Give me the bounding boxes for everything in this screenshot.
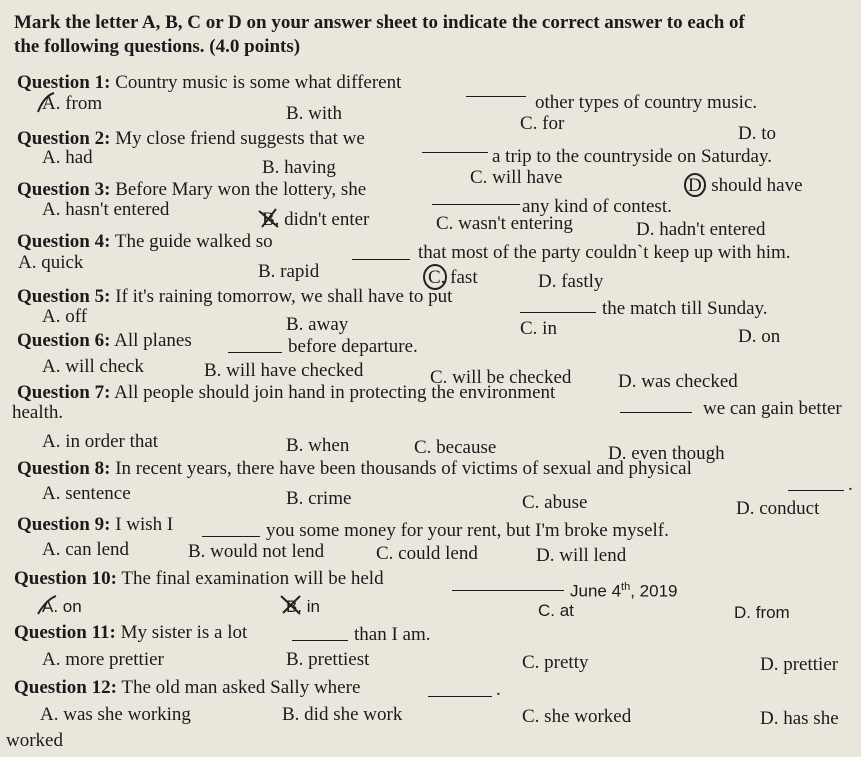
question-12-stem — [14, 677, 360, 699]
question-4-option-b[interactable]: B. rapid — [258, 261, 320, 282]
question-4-label: Question 4: — [17, 231, 111, 252]
question-3-option-d[interactable]: D. hadn't entered — [636, 219, 766, 240]
instructions-line-1: Mark the letter A, B, C or D on your answer sheet to indicate the correct answer to each of — [14, 12, 745, 33]
question-5-text-a: If it's raining tomorrow, we shall have to put — [115, 286, 453, 307]
question-6-blank — [228, 336, 282, 359]
question-10-option-a[interactable]: A. on — [42, 597, 82, 616]
question-12-option-d[interactable]: D. has she — [760, 708, 839, 729]
question-11-label: Question 11: — [14, 622, 116, 643]
question-6-option-b[interactable]: B. will have checked — [204, 360, 364, 381]
question-6-label: Question 6: — [17, 330, 111, 351]
question-2-option-c[interactable]: C. will have — [470, 167, 563, 188]
question-11-option-a[interactable]: A. more prettier — [42, 649, 164, 670]
question-8-text-b: . — [848, 474, 853, 495]
question-8-option-a[interactable]: A. sentence — [42, 483, 131, 504]
question-9-option-b[interactable]: B. would not lend — [188, 541, 325, 562]
question-4-option-c[interactable]: C. fast — [428, 267, 478, 288]
question-10-stem — [14, 568, 384, 590]
question-3-option-b[interactable]: B. didn't enter — [262, 209, 370, 230]
question-2-blank — [422, 136, 488, 159]
question-6-text-b: before departure. — [288, 336, 418, 357]
question-10-date-sup: th — [621, 581, 631, 593]
question-4-option-a[interactable]: A. quick — [18, 252, 84, 273]
question-5-blank — [520, 296, 596, 319]
question-6-text-a: All planes — [114, 330, 192, 351]
question-7-label: Question 7: — [17, 382, 111, 403]
question-7-text-a: All people should join hand in protecting the environment — [114, 382, 556, 403]
question-8-option-d[interactable]: D. conduct — [736, 498, 820, 519]
question-7-option-c[interactable]: C. because — [414, 437, 497, 458]
question-9-option-d[interactable]: D. will lend — [536, 545, 627, 566]
question-9-option-a[interactable]: A. can lend — [42, 539, 130, 560]
question-10-text-b — [570, 576, 678, 603]
question-10-option-d[interactable]: D. from — [734, 603, 790, 622]
question-10-date-year: , 2019 — [630, 581, 678, 601]
question-5-option-a[interactable]: A. off — [42, 306, 88, 327]
question-4-text-a: The guide walked so — [114, 231, 273, 252]
question-12-option-a[interactable]: A. was she working — [40, 704, 191, 725]
question-9-blank — [202, 520, 260, 543]
question-5-stem — [17, 286, 452, 308]
question-5-option-b[interactable]: B. away — [286, 314, 349, 335]
question-12-blank — [428, 680, 492, 703]
question-8-stem — [17, 458, 692, 480]
question-10-text-a: The final examination will be held — [121, 568, 384, 589]
question-4-blank — [352, 243, 410, 266]
question-4-text-b: that most of the party couldn`t keep up with him. — [418, 242, 791, 263]
question-8-option-c[interactable]: C. abuse — [522, 492, 588, 513]
question-6-stem — [17, 330, 192, 352]
question-6-option-d[interactable]: D. was checked — [618, 371, 738, 392]
question-2-option-d[interactable]: D. should have — [688, 175, 803, 196]
question-5-option-d[interactable]: D. on — [738, 326, 781, 347]
question-5-label: Question 5: — [17, 286, 111, 307]
question-7-option-b[interactable]: B. when — [286, 435, 350, 456]
question-11-option-d[interactable]: D. prettier — [760, 654, 839, 675]
question-2-text-b: a trip to the countryside on Saturday. — [492, 146, 773, 167]
question-10-option-c[interactable]: C. at — [538, 601, 574, 620]
question-11-text-a: My sister is a lot — [120, 622, 248, 643]
question-9-text-a: I wish I — [115, 514, 174, 535]
question-4-stem — [17, 231, 273, 253]
question-3-option-a[interactable]: A. hasn't entered — [42, 199, 170, 220]
question-12-text-b: . — [496, 679, 501, 700]
question-12-label: Question 12: — [14, 677, 117, 698]
question-1-option-c[interactable]: C. for — [520, 113, 565, 134]
question-3-blank — [432, 188, 520, 211]
question-2-label: Question 2: — [17, 128, 111, 149]
question-11-text-b: than I am. — [354, 624, 431, 645]
question-7-text-b: we can gain better — [703, 398, 842, 419]
question-7-stem — [17, 382, 555, 404]
question-3-text-a: Before Mary won the lottery, she — [115, 179, 367, 200]
question-6-option-c[interactable]: C. will be checked — [430, 367, 572, 388]
question-1-option-b[interactable]: B. with — [286, 103, 342, 124]
question-7-option-a[interactable]: A. in order that — [42, 431, 159, 452]
question-9-label: Question 9: — [17, 514, 111, 535]
question-7-blank — [620, 396, 692, 419]
question-5-option-c[interactable]: C. in — [520, 318, 557, 339]
question-8-text-a: In recent years, there have been thousands of victims of sexual and physical — [115, 458, 692, 479]
question-12-option-b[interactable]: B. did she work — [282, 704, 403, 725]
question-1-option-a[interactable]: A. from — [42, 93, 103, 114]
instructions-line-2: the following questions. (4.0 points) — [14, 36, 301, 57]
question-2-option-a[interactable]: A. had — [42, 147, 93, 168]
question-1-text-b: other types of country music. — [535, 92, 758, 113]
question-11-option-b[interactable]: B. prettiest — [286, 649, 370, 670]
question-1-option-d[interactable]: D. to — [738, 123, 776, 144]
question-3-label: Question 3: — [17, 179, 111, 200]
question-4-option-d[interactable]: D. fastly — [538, 271, 604, 292]
question-8-option-b[interactable]: B. crime — [286, 488, 352, 509]
question-3-option-c[interactable]: C. wasn't entering — [436, 213, 573, 234]
question-10-date-month: June 4 — [570, 581, 622, 601]
question-2-text-a: My close friend suggests that we — [115, 128, 365, 149]
question-5-text-b: the match till Sunday. — [602, 298, 768, 319]
question-8-blank — [788, 474, 844, 497]
question-11-blank — [292, 624, 348, 647]
question-9-text-b: you some money for your rent, but I'm broke myself. — [266, 520, 669, 541]
question-6-option-a[interactable]: A. will check — [42, 356, 144, 377]
question-3-text-b: any kind of contest. — [522, 196, 672, 217]
question-12-option-c[interactable]: C. she worked — [522, 706, 632, 727]
question-1-text-a: Country music is some what different — [115, 72, 402, 93]
question-11-option-c[interactable]: C. pretty — [522, 652, 589, 673]
question-9-stem — [17, 514, 173, 536]
question-1-stem — [17, 72, 401, 94]
question-1-blank — [466, 80, 526, 103]
question-10-blank — [452, 574, 564, 597]
question-2-option-b[interactable]: B. having — [262, 157, 336, 178]
question-7-option-d[interactable]: D. even though — [608, 443, 725, 464]
question-10-option-b[interactable]: B. in — [286, 597, 321, 616]
question-11-stem — [14, 622, 247, 644]
question-12-text-a: The old man asked Sally where — [121, 677, 361, 698]
question-8-label: Question 8: — [17, 458, 111, 479]
question-7-text-c: health. — [12, 402, 64, 423]
question-12-option-d-continued: worked — [6, 730, 63, 751]
question-9-option-c[interactable]: C. could lend — [376, 543, 478, 564]
question-3-stem — [17, 179, 366, 201]
question-10-label: Question 10: — [14, 568, 117, 589]
question-1-label: Question 1: — [17, 72, 111, 93]
